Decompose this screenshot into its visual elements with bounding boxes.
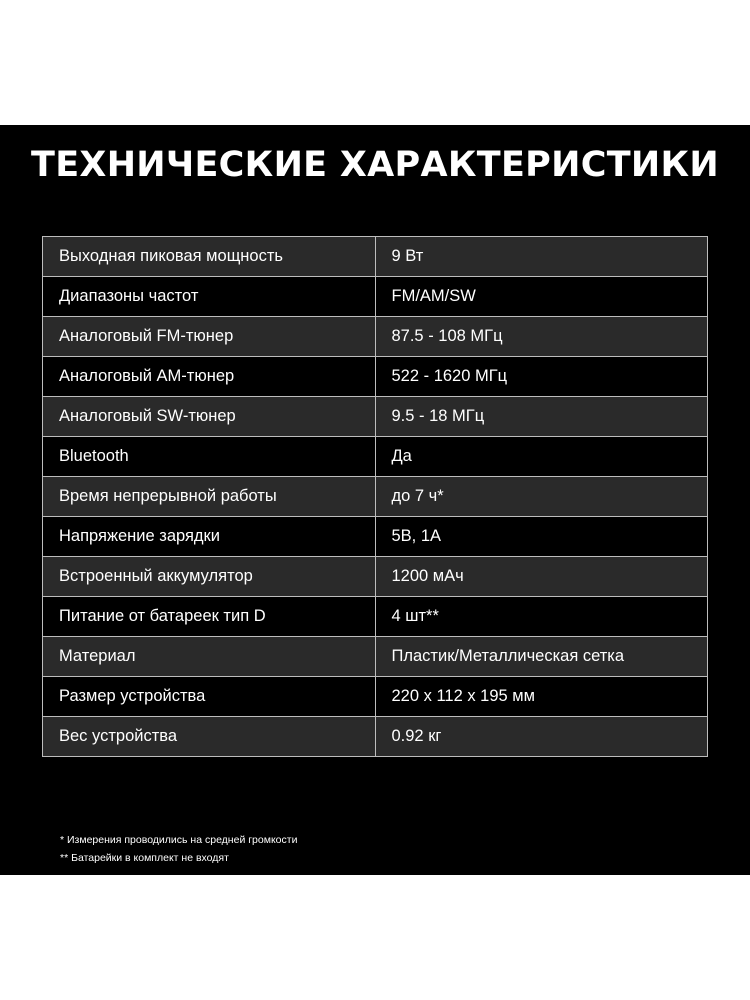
spec-value: Да xyxy=(375,437,708,477)
spec-value: 5В, 1А xyxy=(375,517,708,557)
table-row xyxy=(43,597,708,637)
footnote: * Измерения проводились на средней громкости xyxy=(60,834,298,846)
spec-label: Выходная пиковая мощность xyxy=(43,237,376,277)
spec-label: Диапазоны частот xyxy=(43,277,376,317)
spec-label: Bluetooth xyxy=(43,437,376,477)
table-row xyxy=(43,237,708,277)
spec-value: 522 - 1620 МГц xyxy=(375,357,708,397)
table-row xyxy=(43,717,708,757)
spec-label: Аналоговый АМ-тюнер xyxy=(43,357,376,397)
spec-value: FM/AM/SW xyxy=(375,277,708,317)
spec-value: Пластик/Металлическая сетка xyxy=(375,637,708,677)
spec-label: Вес устройства xyxy=(43,717,376,757)
spec-label: Время непрерывной работы xyxy=(43,477,376,517)
table-row xyxy=(43,277,708,317)
spec-value: 1200 мАч xyxy=(375,557,708,597)
spec-value: 9.5 - 18 МГц xyxy=(375,397,708,437)
table-row xyxy=(43,397,708,437)
table-row xyxy=(43,557,708,597)
spec-value: 87.5 - 108 МГц xyxy=(375,317,708,357)
table-row xyxy=(43,317,708,357)
spec-value: 4 шт** xyxy=(375,597,708,637)
table-row xyxy=(43,517,708,557)
spec-label: Размер устройства xyxy=(43,677,376,717)
spec-label: Напряжение зарядки xyxy=(43,517,376,557)
spec-table xyxy=(42,236,708,757)
spec-label: Аналоговый FM-тюнер xyxy=(43,317,376,357)
spec-label: Питание от батареек тип D xyxy=(43,597,376,637)
table-row xyxy=(43,477,708,517)
table-row xyxy=(43,437,708,477)
table-row xyxy=(43,637,708,677)
spec-label: Встроенный аккумулятор xyxy=(43,557,376,597)
spec-label: Материал xyxy=(43,637,376,677)
spec-label: Аналоговый SW-тюнер xyxy=(43,397,376,437)
table-row xyxy=(43,677,708,717)
spec-value: 220 x 112 x 195 мм xyxy=(375,677,708,717)
spec-value: 0.92 кг xyxy=(375,717,708,757)
spec-value: 9 Вт xyxy=(375,237,708,277)
page-title: ТЕХНИЧЕСКИЕ ХАРАКТЕРИСТИКИ xyxy=(31,145,719,185)
spec-value: до 7 ч* xyxy=(375,477,708,517)
footnotes xyxy=(60,831,297,867)
spec-panel xyxy=(0,125,750,875)
table-row xyxy=(43,357,708,397)
footnote: ** Батарейки в комплект не входят xyxy=(60,852,229,864)
